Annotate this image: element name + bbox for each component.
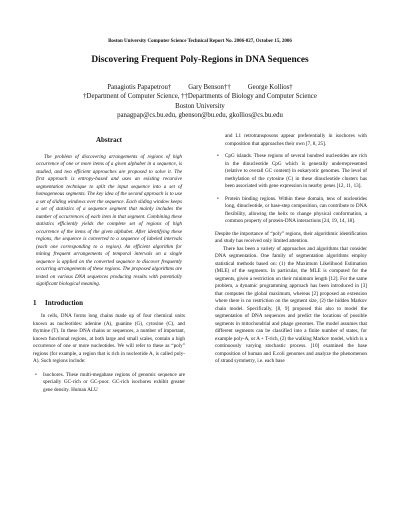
report-header: Boston University Computer Science Technical Report No. 2006-027, October 15, 2006 bbox=[108, 39, 292, 44]
paper-title: Discovering Frequent Poly-Regions in DNA Sequences bbox=[91, 55, 309, 65]
body-paragraph: Despite the importance of “poly” regions, their algorithmic identification and study has received only limited attention. bbox=[215, 230, 367, 244]
list-item bbox=[215, 153, 367, 191]
bullet-text-cpg: CpG islands. These regions of several hundred nucleotides are rich in the dinucleotide CpG which is generally underrepresented (relative to overall GC content) in eukaryotic genomes. The level of methylation of the cytosine (C) in these dinucleotide clusters has been associated with gene expression in nearby genes [12, 11, 13]. bbox=[225, 153, 367, 189]
bullet-text-isochores: Isochores. These multi-megabase regions of genomic sequence are specially GC-rich or GC-poor. GC-rich isochores exhibit greater gene density. Human ALU bbox=[43, 371, 185, 393]
abstract-body bbox=[36, 154, 182, 289]
right-column bbox=[215, 133, 367, 366]
affiliations: †Department of Computer Science, ††Departments of Biology and Computer Science bbox=[83, 93, 317, 101]
bullet-icon: • bbox=[35, 371, 37, 378]
author-block bbox=[0, 83, 400, 121]
bullet-text-protein: Protein binding regions. Within these domain, tens of nucleotides long, dinucleotide, or base-step composition, can contribute to DNA flexibility, allowing the helix to change physical conformation, a common property of protein-DNA interactions [24, 19, 14, 18]. bbox=[225, 195, 367, 224]
intro-paragraph: In cells, DNA forms long chains made up of four chemical units known as nucleotides: adenine (A), guanine (G), cytosine (C), and thymine (T). In these DNA chains or sequences, a number of important, known functional regions, at both large and small scales, contain a high occurrence of one or more nucleotides. We will refer to these as “poly” regions (for example, a region that is rich in nucleotide A, is called poly-A). Such regions include: bbox=[33, 313, 185, 364]
section-number: 1 bbox=[33, 298, 37, 307]
abstract-heading: Abstract bbox=[95, 136, 123, 144]
bullet-list bbox=[215, 153, 367, 226]
list-item bbox=[33, 372, 185, 395]
university: Boston University bbox=[175, 102, 225, 110]
bullet-continuation: and L1 retrotransposons appear preferentially in isochores with composition that approaches their own [7, 8, 25]. bbox=[225, 133, 367, 147]
author-names: Panagiotis Papapetrou† Gary Benson†† George Kollios† bbox=[107, 84, 293, 91]
bullet-icon: • bbox=[217, 195, 219, 202]
bullet-list bbox=[33, 372, 185, 395]
list-item bbox=[215, 196, 367, 226]
bullet-icon: • bbox=[217, 153, 219, 159]
emails: panagpap@cs.bu.edu, gbenson@bu.edu, gkollios@cs.bu.edu bbox=[117, 112, 283, 120]
left-column bbox=[33, 137, 185, 399]
body-paragraph: There has been a variety of approaches and algorithms that consider DNA segmentation. One family of segmentation algorithms employ statistical methods based on: (1) the Maximum Likelihood Estimation (MLE) of the segments. In particular, the MLE is computed for the segments, given a restriction on their minimum length [12]. For the same problem, a dynamic programming approach has been introduced in [3] that computes the global maximum, whereas [2] proposed an extension where there is no restriction on the segment size, (2) the hidden Markov chain model. Specifically, [8, 9] proposed this also to model the segmentation of DNA sequences and predict the locations of possible segments in mitochondrial and phage genomes. The model assumes that different segments can be classified into a finite number of states, for example poly-A, or A + T-rich, (2) the walking Markov model, which is a continuously varying stochastic process. [10] examined the base composition of human and E.coli genomes and analyze the phenomenon of strand symmetry, i.e. each base bbox=[215, 245, 367, 364]
abstract-paragraph: The problem of discovering arrangements of regions of high occurrence of one or more items of a given alphabet in a sequence, is studied, and two efficient approaches are proposed to solve it. The first approach is entropy-based and uses an existing recursive segmentation technique to split the input sequence into a set of homogeneous segments. The key idea of the second approach is to use a set of sliding windows over the sequence. Each sliding window keeps a set of statistics of a sequence segment that mainly includes the number of occurrences of each item in that segment. Combining these statistics efficiently yields the complete set of regions of high occurrence of the items of the given alphabet. After identifying these regions, the sequence is converted to a sequence of labeled intervals (each one corresponding to a region). An efficient algorithm for mining frequent arrangements of temporal intervals on a single sequence is applied on the converted sequence to discover frequently occurring arrangements of these regions. The proposed algorithms are tested on various DNA sequences producing results with potentially significant biological meaning. bbox=[36, 153, 182, 287]
section-heading-introduction bbox=[33, 300, 185, 308]
section-title: Introduction bbox=[45, 298, 83, 307]
